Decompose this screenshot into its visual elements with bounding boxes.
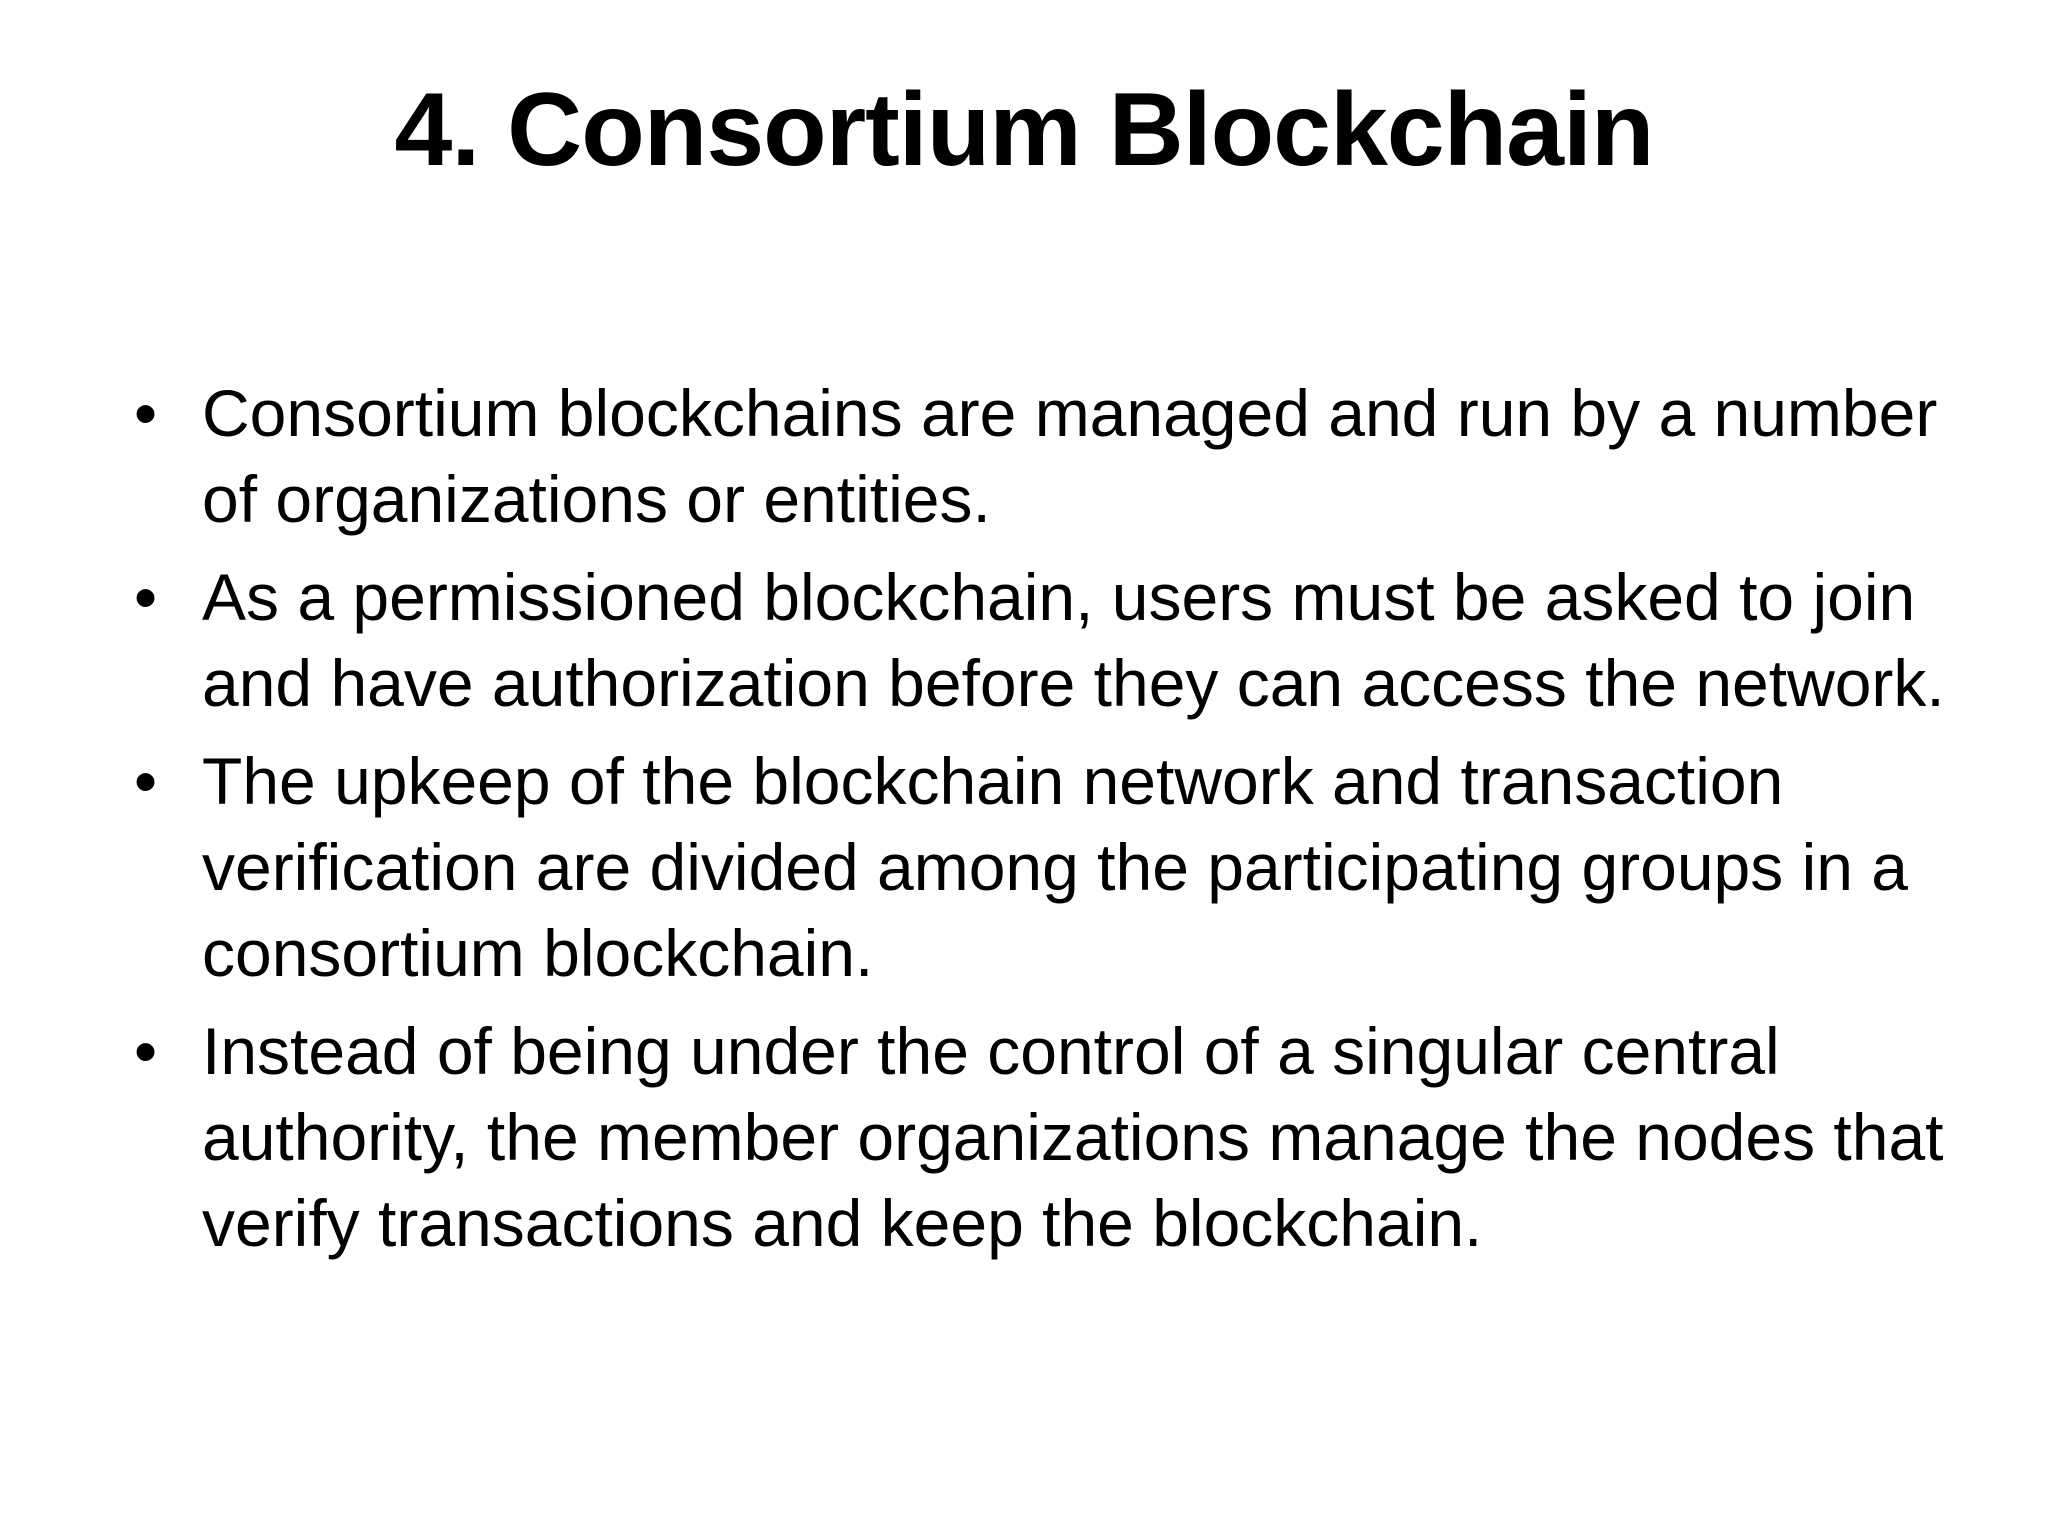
bullet-item [130,554,1960,726]
bullet-marker: • [134,376,158,450]
bullet-text: Instead of being under the control of a singular central authority, the member organizations manage the nodes that verify transactions and keep the blockchain. [202,1014,1944,1260]
bullet-text: Consortium blockchains are managed and run by a number of organizations or entities. [202,376,1938,536]
bullet-item [130,370,1960,542]
bullet-text: As a permissioned blockchain, users must be asked to join and have authorization before they can access the network. [202,560,1945,720]
bullet-item [130,1008,1960,1266]
bullet-item [130,738,1960,996]
slide-title: 4. Consortium Blockchain [394,72,1654,188]
bullet-list [130,370,1960,1278]
bullet-marker: • [134,1014,158,1088]
bullet-text: The upkeep of the blockchain network and transaction verification are divided among the participating groups in a consortium blockchain. [202,744,1909,990]
bullet-marker: • [134,744,158,818]
bullet-marker: • [134,560,158,634]
